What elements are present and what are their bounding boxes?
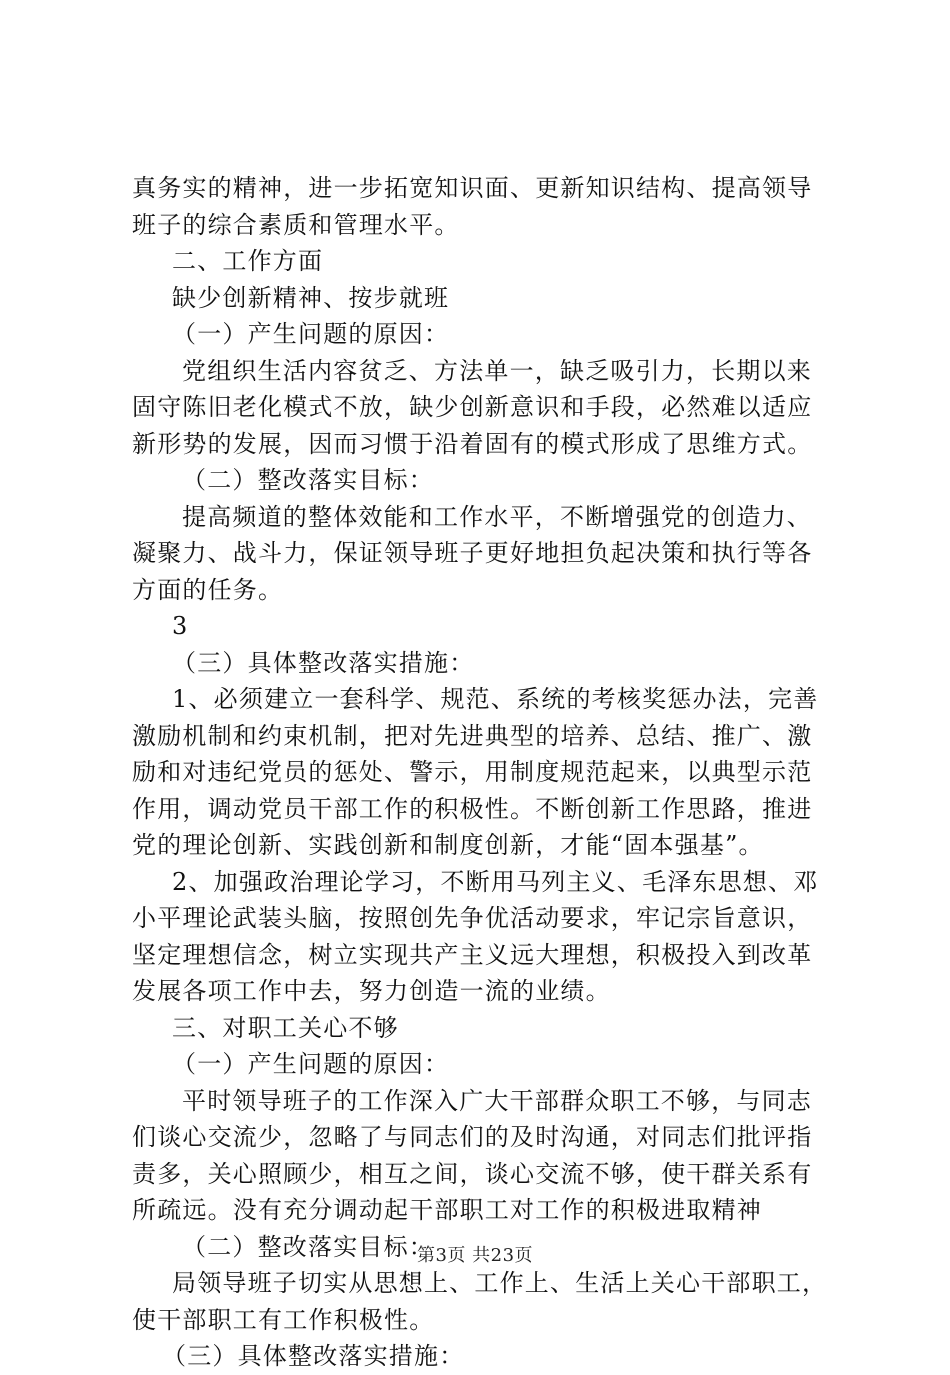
page-footer: 第3页 共23页: [416, 1245, 534, 1266]
text-line: 新形势的发展，因而习惯于沿着固有的模式形成了思维方式。: [132, 429, 813, 458]
text-line: 们谈心交流少，忽略了与同志们的及时沟通，对同志们批评指: [132, 1123, 813, 1151]
text-line: 2、加强政治理论学习，不断用马列主义、毛泽东思想、邓: [172, 867, 819, 896]
text-line: 所疏远。没有充分调动起干部职工对工作的积极进取精神: [132, 1196, 762, 1224]
text-line: 提高频道的整体效能和工作水平，不断增强党的创造力、: [182, 502, 812, 531]
text-line: 使干部职工有工作积极性。: [132, 1305, 435, 1334]
text-line: （一）产生问题的原因：: [172, 320, 450, 348]
text-line: 责多，关心照顾少，相互之间，谈心交流不够，使干群关系有: [132, 1159, 813, 1188]
text-line: 平时领导班子的工作深入广大干部群众职工不够，与同志: [182, 1086, 812, 1115]
text-line: 坚定理想信念，树立实现共产主义远大理想，积极投入到改革: [132, 940, 813, 969]
text-line: 真务实的精神，进一步拓宽知识面、更新知识结构、提高领导: [132, 174, 813, 202]
text-line: 励和对违纪党员的惩处、警示，用制度规范起来，以典型示范: [132, 758, 813, 786]
text-line: （一）产生问题的原因：: [172, 1050, 450, 1078]
text-line: 3: [172, 612, 189, 640]
text-line: （二）整改落实目标：: [182, 1232, 434, 1261]
text-line: 二、工作方面: [172, 247, 324, 275]
text-line: 局领导班子切实从思想上、工作上、生活上关心干部职工，: [172, 1269, 828, 1297]
text-line: 党组织生活内容贫乏、方法单一，缺乏吸引力，长期以来: [182, 356, 812, 385]
text-line: 固守陈旧老化模式不放，缺少创新意识和手段，必然难以适应: [132, 393, 813, 421]
text-line: 激励机制和约束机制，把对先进典型的培养、总结、推广、激: [132, 721, 813, 750]
text-line: 党的理论创新、实践创新和制度创新，才能“固本强基”。: [132, 831, 764, 859]
text-line: 班子的综合素质和管理水平。: [132, 210, 460, 239]
text-line: 缺少创新精神、按步就班: [172, 283, 450, 312]
text-line: 1、必须建立一套科学、规范、系统的考核奖惩办法，完善: [172, 685, 819, 713]
text-line: 发展各项工作中去，努力创造一流的业绩。: [132, 977, 611, 1005]
text-line: 三、对职工关心不够: [172, 1013, 399, 1042]
text-line: 作用，调动党员干部工作的积极性。不断创新工作思路，推进: [132, 794, 813, 823]
text-line: 方面的任务。: [132, 575, 284, 604]
text-line: （三）具体整改落实措施：: [162, 1342, 465, 1370]
text-line: 凝聚力、战斗力，保证领导班子更好地担负起决策和执行等各: [132, 539, 813, 567]
text-line: （二）整改落实目标：: [182, 466, 434, 494]
document-body: [132, 170, 832, 1375]
text-line: （三）具体整改落实措施：: [172, 648, 475, 677]
text-line: 小平理论武装头脑，按照创先争优活动要求，牢记宗旨意识，: [132, 904, 813, 932]
